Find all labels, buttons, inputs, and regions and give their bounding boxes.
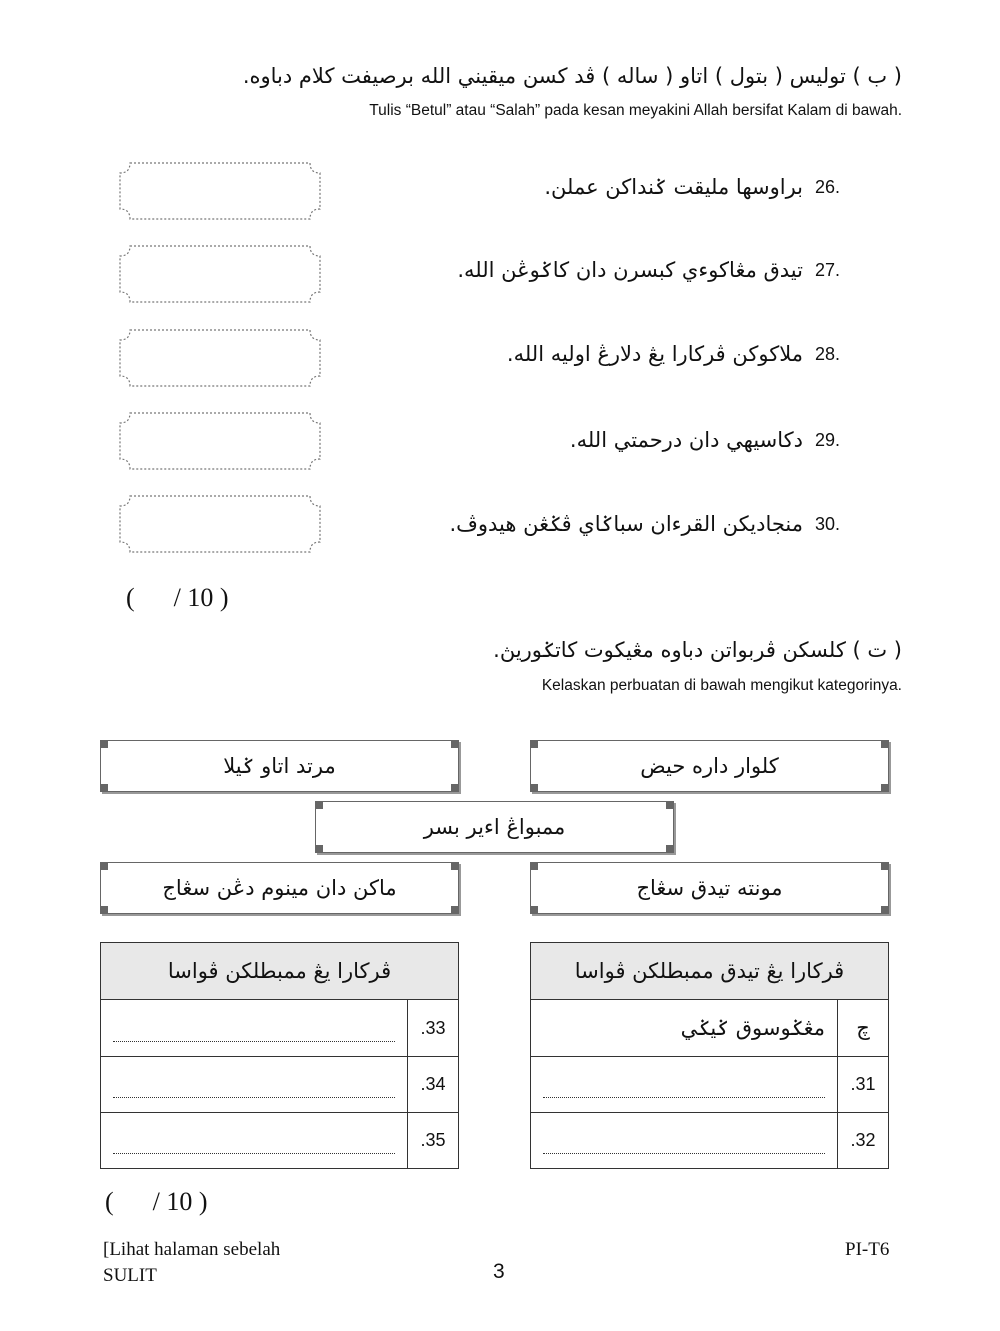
answer-box-28[interactable] [120,330,320,386]
option-box[interactable] [100,740,459,792]
answer-field[interactable] [101,1057,408,1113]
answer-box-30[interactable] [120,496,320,552]
question-text: ملاكوكن ڤركارا يڠ دلارڠ اوليه الله. [506,342,803,366]
paper-code: PI-T6 [845,1239,890,1260]
option-label: ممبواڠ اءير بسر [423,815,566,839]
row-number: .35 [408,1113,459,1169]
question-text: تيدق مڠاكوءي كبسرن دان كاݢوڠن الله. [457,258,803,282]
table-row-example [531,1000,889,1057]
table-row [101,1057,459,1113]
option-box[interactable] [530,740,889,792]
answer-box-27[interactable] [120,246,320,302]
question-text: براوسها مليقت ݢنداكن عملن. [544,175,803,199]
question-26 [544,175,845,199]
row-number: .33 [408,1000,459,1057]
question-27 [457,258,845,282]
table-row [101,1000,459,1057]
table-row [531,1057,889,1113]
section-t-score: ( / 10 ) [105,1187,208,1216]
answer-field[interactable] [531,1113,838,1169]
section-b-instruction-jawi: ( ب ) توليس ( بتول ) اتاو ( ساله ) ڤد كسن ميقيني الله برصيفت كلام دباوه. [242,64,902,88]
option-box[interactable] [530,862,889,914]
answer-boxes [0,0,1000,600]
question-number: 28. [815,343,841,364]
table-header: ڤركارا يڠ ممبطلكن ڤواسا [101,943,459,1000]
section-t-instruction-rumi: Kelaskan perbuatan di bawah mengikut kategorinya. [541,677,902,694]
section-t-instruction-jawi: ( ت ) كلسكن ڤربواتن دباوه مڠيكوت كاتݢوريڽ. [493,638,902,662]
example-value: مڠݢوسوق ݢيݢي [531,1000,838,1057]
section-b-score: ( / 10 ) [126,583,229,612]
table-header: ڤركارا يڠ تيدق ممبطلكن ڤواسا [531,943,889,1000]
answer-field[interactable] [531,1057,838,1113]
option-label: مونته تيدق سڠاج [636,876,783,900]
question-number: 29. [815,429,841,450]
question-30 [449,512,845,536]
table-membatalkan-puasa [100,942,459,1169]
example-label: چ [838,1000,889,1057]
option-label: مرتد اتاو ݢيلا [223,754,336,778]
option-label: كلوار داره حيض [640,754,779,778]
row-number: .34 [408,1057,459,1113]
question-text: منجاديكن القرءان سباݢاي ڤݢڠن هيدوڤ. [449,512,803,536]
answer-box-26[interactable] [120,163,320,219]
option-box[interactable] [315,801,674,853]
table-row [531,1113,889,1169]
answer-box-29[interactable] [120,413,320,469]
question-28 [507,342,845,366]
row-number: .32 [838,1113,889,1169]
row-number: .31 [838,1057,889,1113]
question-number: 30. [815,513,841,534]
table-tidak-membatalkan-puasa [530,942,889,1169]
question-text: دكاسيهي دان درحمتي الله. [569,428,803,452]
option-label: ماكن دان مينوم دڠن سڠاج [162,876,397,900]
answer-field[interactable] [101,1000,408,1057]
footer-next-page: [Lihat halaman sebelah [103,1239,281,1260]
table-row [101,1113,459,1169]
answer-field[interactable] [101,1113,408,1169]
section-b-instruction-rumi: Tulis “Betul” atau “Salah” pada kesan meyakini Allah bersifat Kalam di bawah. [369,102,902,119]
footer-sulit: SULIT [103,1265,157,1286]
page-number: 3 [493,1260,505,1283]
option-box[interactable] [100,862,459,914]
question-number: 26. [815,176,841,197]
question-number: 27. [815,259,841,280]
question-29 [570,428,845,452]
